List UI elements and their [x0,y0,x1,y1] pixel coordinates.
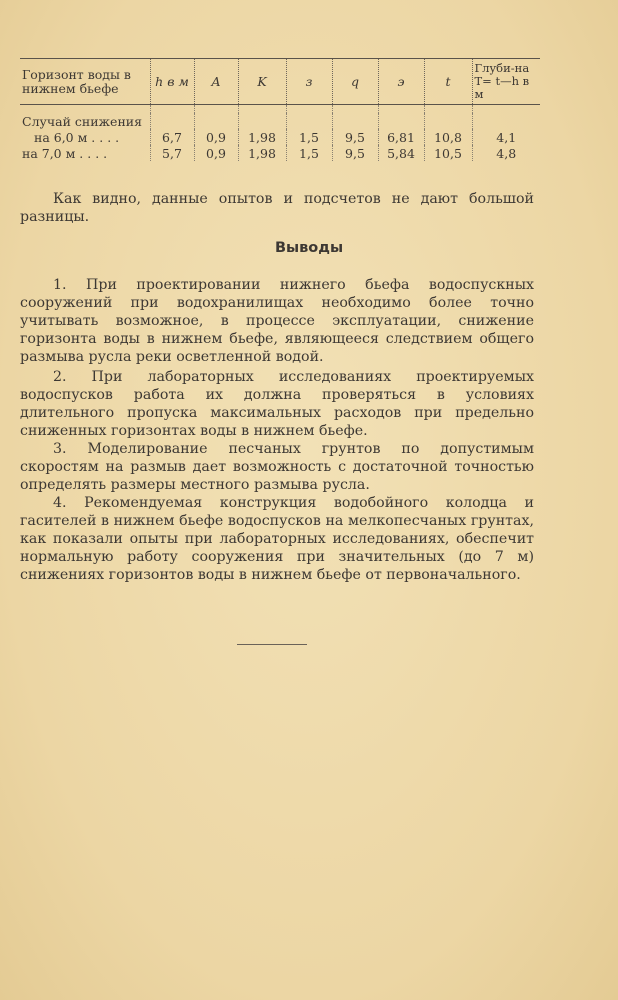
intro-paragraph: Как видно, данные опытов и подсчетов не дают большой разницы. [20,191,534,225]
table-cell: 1,5 [286,129,332,145]
header-a: A [194,59,238,105]
header-water-level: Горизонт воды в нижнем бьефе [20,59,150,105]
table-cell: 10,8 [424,129,472,145]
table-cell: 5,7 [150,145,194,161]
table-cell: 5,84 [378,145,424,161]
table-cell: 4,8 [472,145,540,161]
table-header-row [20,59,540,105]
table-cell: 1,98 [238,129,286,145]
table-caption-row [20,113,540,129]
conclusion-4: 4. Рекомендуемая конструкция водобойного колодца и гасителей в нижнем бьефе водоспусков на мелкопесчаных грунтах, как показали опыты при лабораторных исследованиях, обеспечит нормальную работу сооружения при значительных (до 7 м) снижениях горизонтов воды в нижнем бьефе от первоначального. [20,495,534,583]
table-cell: 9,5 [332,145,378,161]
results-table [20,58,540,161]
header-e: э [378,59,424,105]
row-label: на 6,0 м . . . . [34,130,120,145]
conclusion-3: 3. Моделирование песчаных грунтов по допустимым скоростям на размыв дает возможность с достаточной точностью определять размеры местного размыва русла. [20,441,534,493]
row-caption: Случай снижения [22,114,142,129]
header-z: з [286,59,332,105]
table-cell: 9,5 [332,129,378,145]
table-cell: 4,1 [472,129,540,145]
end-divider [237,644,307,645]
section-heading: Выводы [274,240,344,256]
header-t: t [424,59,472,105]
table-cell: 10,5 [424,145,472,161]
table-cell: 6,7 [150,129,194,145]
conclusion-1: 1. При проектировании нижнего бьефа водоспускных сооружений при водохранилищах необходимо более точно учитывать возможное, в процессе эксплуатации, снижение горизонта воды в нижнем бьефе, являющееся следствием общего размыва русла реки осветленной водой. [20,277,534,365]
table-row [20,145,540,161]
conclusion-2: 2. При лабораторных исследованиях проектируемых водоспусков работа их должна проверяться в условиях длительного пропуска максимальных расходов при предельно сниженных горизонтах воды в нижнем бьефе. [20,369,534,439]
table-row [20,129,540,145]
header-k: K [238,59,286,105]
header-depth: Глуби-на Т= t—h в м [472,59,540,105]
header-h: h в м [150,59,194,105]
row-label: на 7,0 м . . . . [22,146,108,161]
table-cell: 1,98 [238,145,286,161]
table-cell: 1,5 [286,145,332,161]
table-cell: 0,9 [194,129,238,145]
table-cell: 6,81 [378,129,424,145]
table-cell: 0,9 [194,145,238,161]
header-q: q [332,59,378,105]
